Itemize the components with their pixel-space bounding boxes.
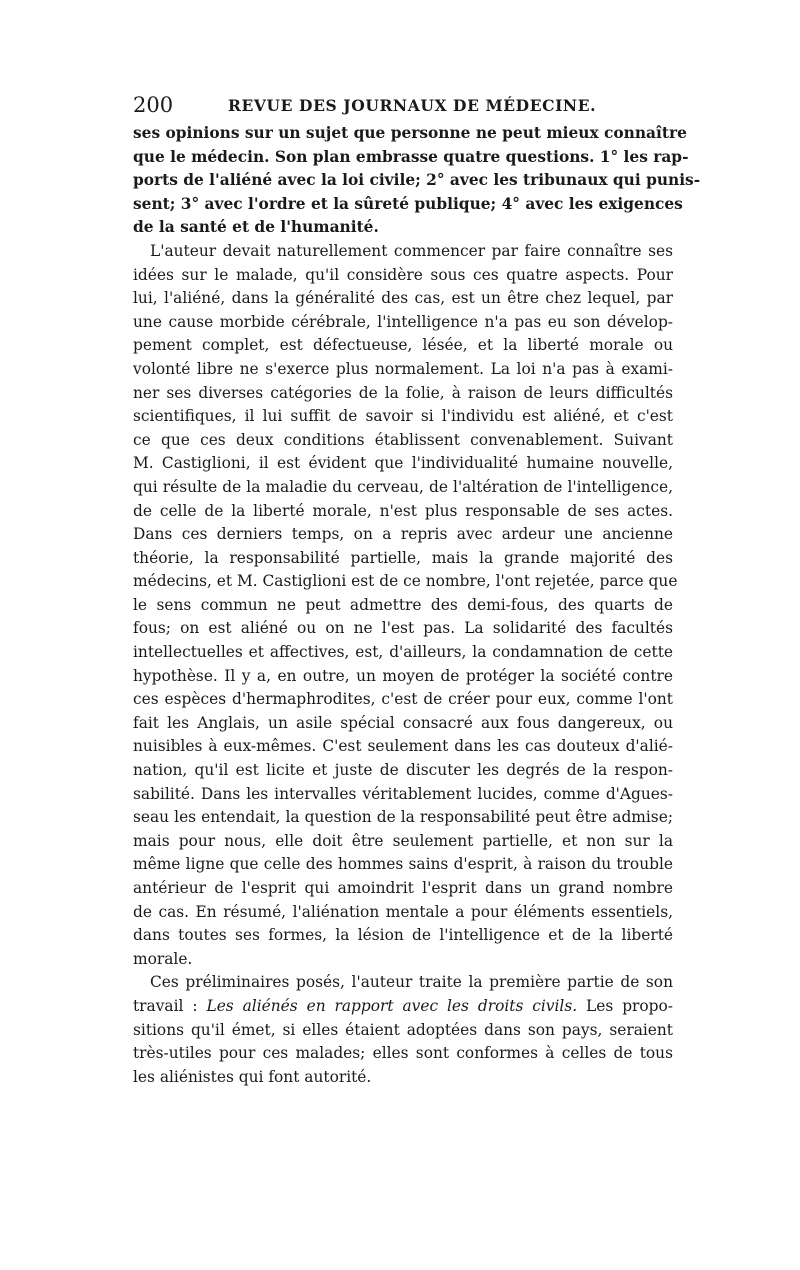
running-title: REVUE DES JOURNAUX DE MÉDECINE. <box>228 96 597 115</box>
text-line: ses opinions sur un sujet que personne ne peut mieux connaître <box>133 124 687 142</box>
text-line: nation, qu'il est licite et juste de discuter les degrés de la respon- <box>133 761 673 780</box>
running-head <box>133 88 673 122</box>
text-line: de la santé et de l'humanité. <box>133 218 379 237</box>
paragraph-2 <box>133 240 678 971</box>
text-line: nuisibles à eux-mêmes. C'est seulement dans les cas douteux d'alié- <box>133 737 673 756</box>
text-line: Dans ces derniers temps, on a repris avec ardeur une ancienne <box>133 525 673 544</box>
text-line: une cause morbide cérébrale, l'intelligence n'a pas eu son dévelop- <box>133 312 673 331</box>
text-line: L'auteur devait naturellement commencer par faire connaître ses <box>150 241 673 260</box>
text-line: idées sur le malade, qu'il considère sous ces quatre aspects. Pour <box>133 265 673 284</box>
text-line-with-italic-title <box>133 995 673 1019</box>
text-segment: Les propo- <box>577 996 674 1015</box>
text-line: ner ses diverses catégories de la folie, à raison de leurs difficultés <box>133 383 673 402</box>
book-page <box>133 88 701 1089</box>
text-line: morale. <box>133 949 193 968</box>
text-line: les aliénistes qui font autorité. <box>133 1067 372 1086</box>
text-line: sabilité. Dans les intervalles véritablement lucides, comme d'Agues- <box>133 784 673 803</box>
paragraph-3 <box>133 971 673 1089</box>
text-line: même ligne que celle des hommes sains d'esprit, à raison du trouble <box>133 855 673 874</box>
text-line: lui, l'aliéné, dans la généralité des cas, est un être chez lequel, par <box>133 289 673 308</box>
text-line: dans toutes ses formes, la lésion de l'intelligence et de la liberté <box>133 926 673 945</box>
italic-section-title: Les aliénés en rapport avec les droits civils. <box>206 996 578 1015</box>
text-line: ports de l'aliéné avec la loi civile; 2° avec les tribunaux qui punis- <box>133 171 701 190</box>
text-line: médecins, et M. Castiglioni est de ce nombre, l'ont rejetée, parce que <box>133 572 678 591</box>
text-line: le sens commun ne peut admettre des demi-fous, des quarts de <box>133 595 673 614</box>
text-line: M. Castiglioni, il est évident que l'individualité humaine nouvelle, <box>133 454 673 473</box>
text-line: qui résulte de la maladie du cerveau, de l'altération de l'intelligence, <box>133 477 673 496</box>
text-line: ces espèces d'hermaphrodites, c'est de créer pour eux, comme l'ont <box>133 690 673 709</box>
text-line: seau les entendait, la question de la responsabilité peut être admise; <box>133 808 673 827</box>
text-line: Ces préliminaires posés, l'auteur traite la première partie de son <box>150 973 673 992</box>
text-line: très-utiles pour ces malades; elles sont conformes à celles de tous <box>133 1044 673 1063</box>
text-line: scientifiques, il lui suffit de savoir si l'individu est aliéné, et c'est <box>133 407 673 426</box>
text-line: fous; on est aliéné ou on ne l'est pas. La solidarité des facultés <box>133 619 673 638</box>
text-line: sitions qu'il émet, si elles étaient adoptées dans son pays, seraient <box>133 1020 673 1039</box>
text-line: de cas. En résumé, l'aliénation mentale a pour éléments essentiels, <box>133 902 673 921</box>
text-line: pement complet, est défectueuse, lésée, et la liberté morale ou <box>133 336 673 355</box>
text-line: mais pour nous, elle doit être seulement partielle, et non sur la <box>133 831 673 850</box>
text-line: volonté libre ne s'exerce plus normalement. La loi n'a pas à exami- <box>133 359 673 378</box>
text-line: intellectuelles et affectives, est, d'ailleurs, la condamnation de cette <box>133 643 673 662</box>
text-line: hypothèse. Il y a, en outre, un moyen de protéger la société contre <box>133 666 673 685</box>
text-line: ce que ces deux conditions établissent convenablement. Suivant <box>133 430 673 449</box>
text-line: théorie, la responsabilité partielle, mais la grande majorité des <box>133 548 673 567</box>
text-line: fait les Anglais, un asile spécial consacré aux fous dangereux, ou <box>133 713 673 732</box>
text-body <box>133 122 701 1089</box>
paragraph-1 <box>133 122 701 240</box>
text-line: de celle de la liberté morale, n'est plus responsable de ses actes. <box>133 501 673 520</box>
text-line: antérieur de l'esprit qui amoindrit l'esprit dans un grand nombre <box>133 879 673 897</box>
text-segment: travail : <box>133 996 207 1015</box>
text-line: sent; 3° avec l'ordre et la sûreté publique; 4° avec les exigences <box>133 194 683 213</box>
text-line: que le médecin. Son plan embrasse quatre questions. 1° les rap- <box>133 147 689 166</box>
page-number: 200 <box>133 93 174 117</box>
